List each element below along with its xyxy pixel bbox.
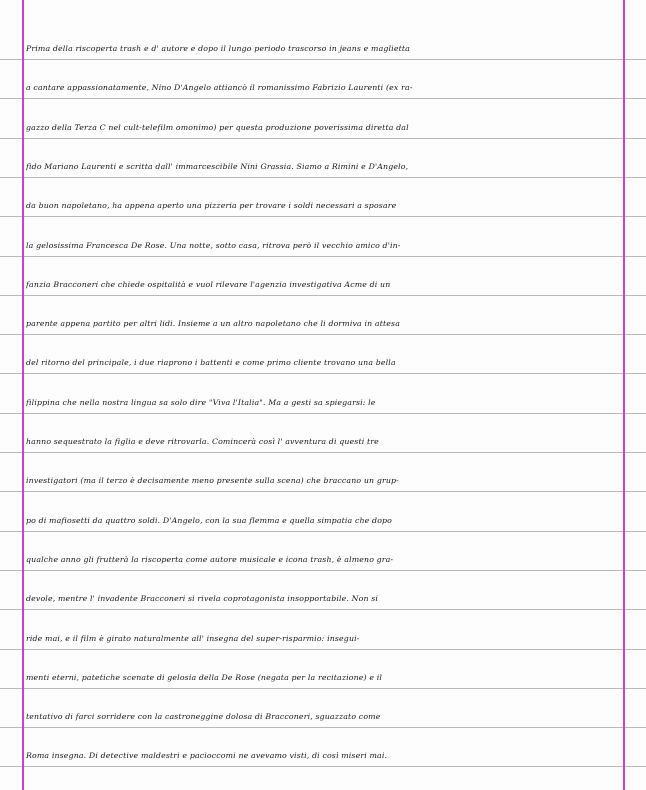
right-margin-line [623, 0, 625, 790]
text-line: investigatori (ma il terzo è decisamente meno presente sulla scena) che braccano un grup- [26, 476, 399, 485]
text-line: tentativo di farci sorridere con la castroneggine dolosa di Bracconeri, sguazzato come [26, 712, 381, 721]
text-line: po di mafiosetti da quattro soldi. D'Angelo, con la sua flemma e quella simpatia che dopo [26, 516, 393, 525]
text-line: ride mai, e il film è girato naturalmente all' insegna del super-risparmio: insegui- [26, 634, 360, 643]
text-line: fanzia Bracconeri che chiede ospitalità e vuol rilevare l'agenzia investigativa Acme di un [26, 280, 391, 289]
text-line: devole, mentre l' invadente Bracconeri si rivela coprotagonista insopportabile. Non si [26, 594, 379, 603]
text-line: del ritorno del principale, i due riaprono i battenti e come primo cliente trovano una bella [26, 358, 396, 367]
text-line: parente appena partito per altri lidi. Insieme a un altro napoletano che li dormiva in attesa [26, 319, 400, 328]
text-line: hanno sequestrato la figlia e deve ritrovarla. Comincerà così l' avventura di questi tre [26, 437, 379, 446]
text-line: la gelosissima Francesca De Rose. Una notte, sotto casa, ritrova però il vecchio amico d'in- [26, 241, 401, 250]
text-line: a cantare appassionatamente, Nino D'Angelo attiancò il romanissimo Fabrizio Laurenti (ex ra- [26, 83, 413, 92]
text-line: fido Mariano Laurenti e scritta dall' immarcescibile Nini Grassia. Siamo a Rimini e D'Angelo, [26, 162, 409, 171]
text-line: Roma insegna. Di detective maldestri e pacioccomi ne avevamo visti, di così miseri mai. [26, 751, 388, 760]
text-line: gazzo della Terza C nel cult-telefilm omonimo) per questa produzione poverissima diretta dal [26, 123, 409, 132]
text-line: qualche anno gli frutterà la riscoperta come autore musicale e icona trash, è almeno gra- [26, 555, 394, 564]
text-line: filippina che nella nostra lingua sa solo dire "Viva l'Italia". Ma a gesti sa spiegarsi: le [26, 398, 376, 407]
text-line: Prima della riscoperta trash e d' autore e dopo il lungo periodo trascorso in jeans e maglietta [26, 44, 410, 53]
text-line: menti eterni, patetiche scenate di gelosia della De Rose (negata per la recitazione) e il [26, 673, 383, 682]
text-line: da buon napoletano, ha appena aperto una pizzeria per trovare i soldi necessari a sposare [26, 201, 397, 210]
left-margin-line [22, 0, 24, 790]
